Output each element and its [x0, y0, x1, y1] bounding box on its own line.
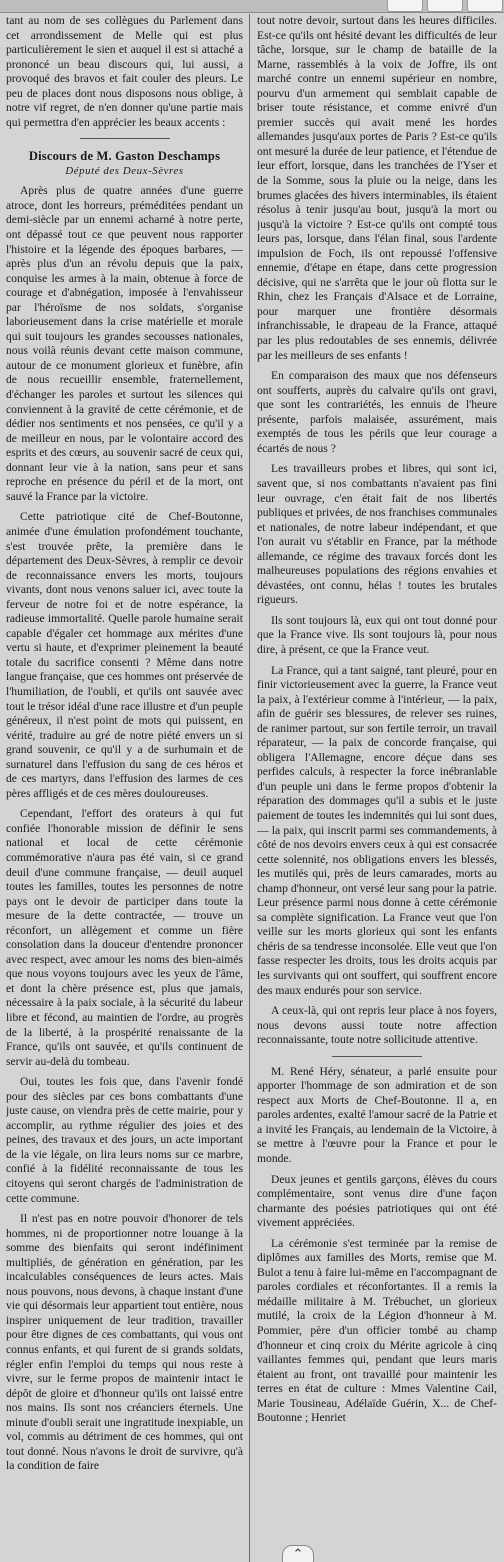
speech-paragraph: Il n'est pas en notre pouvoir d'honorer de tels hommes, ni de proportionner notre louange à la somme des bienfaits qui seront indéfiniment multipliés, de génération en génération, par les incalculables conséquences de leurs actes. Mais nous pouvons, nous devons, à chaque instant d'une vie qui désormais leur appartient tout entière, nous inspirer uniquement de leur tradition, travailler pour être dignes de ces combattants, qui vous ont connus enfants, et qui furent de si grands soldats, régler enfin l'emploi du temps qui nous reste à vivre, sur le ferme propos de maintenir intact le dépôt de gloire et d'honneur qu'ils ont laissé entre nos mains. Ils sont nos créanciers éternels. Une minute d'oubli serait une ingratitude inexpiable, un vol, commis au détriment de ces hommes, qui ont tout donné. Nous n'avons le droit de survivre, qu'à la condition de faire — [6, 1212, 243, 1473]
speech-paragraph: Après plus de quatre années d'une guerre atroce, dont les horreurs, préméditées pendant un demi-siècle par un ennemi acharné à notre perte, ont dépassé tout ce que peuvent nous rapporter l'histoire et la légende des époques barbares, — après plus d'un an révolu depuis que la paix, conquise les armes à la main, obtenue à force de courage et d'abnégation, imposée à l'envahisseur par l'héroïsme de nos soldats, s'organise laborieusement dans la crise matérielle et morale qui suit toujours les grandes secousses nationales, nous voilà réunis devant cette maison commune, autour de ce monument glorieux et funèbre, afin de nous recueillir ensemble, fraternellement, d'échanger les paroles et surtout les silences qui conviennent à la gravité de cette cérémonie, et de dédier nos sentiments et nos pensées, ce qu'il y a de meilleur en nous, par le volontaire accord des esprits et des cœurs, au souvenir sacré de ceux qui, donnant leur vie à la nation, sans peur et sans reproche en présence du péril et de la mort, ont sauvé la France par la victoire. — [6, 184, 243, 503]
speech-paragraph: Cette patriotique cité de Chef-Boutonne, animée d'une émulation profondément touchante, s'est trouvée prête, la première dans le département des Deux-Sèvres, à remplir ce devoir de reconnaissance envers les morts, toujours vivants, dont nous venons saluer ici, avec toute la ferveur de notre foi et de notre espérance, la radieuse immortalité. Quelle parole humaine serait capable d'égaler cet hommage aux mérites d'une vertu si haute, et d'exprimer pleinement la beauté totale du sacrifice consenti ? Même dans notre langue française, que ces hommes ont préservée de l'humiliation, de l'oubli, et qu'ils ont sauvée avec tout le trésor idéal d'une race illustre et d'un peuple généreux, il n'est point de mots qui puissent, en vérité, traduire au gré de notre piété envers un si grand souvenir, ce qu'il y a de surhumain et de surnaturel dans l'effusion du sang de ces héros et de ces martyrs, dans l'effusion des larmes de ces pères affligés et de ces mères douloureuses. — [6, 510, 243, 800]
toolbar-button-2[interactable] — [427, 0, 463, 12]
speech-paragraph: En comparaison des maux que nos défenseurs ont soufferts, auprès du calvaire qu'ils ont gravi, que sont les contrariétés, les ennuis de l'heure présente, parfois malaisée, assurément, mais exemptés de tous les périls que leur courage a écartés de nous ? — [257, 369, 497, 455]
report-paragraph: M. René Héry, sénateur, a parlé ensuite pour apporter l'hommage de son admiration et de son respect aux Morts de Chef-Boutonne. Il a, en paroles ardentes, exalté l'amour sacré de la Patrie et a invité les Français, au lendemain de la Victoire, à se mettre à l'œuvre pour la France et pour le monde. — [257, 1064, 497, 1166]
intro-paragraph: tant au nom de ses collègues du Parlement dans cet arrondissement de Melle qui est plus particulièrement le sien et auquel il est si attaché a prononcé un beau discours qui, lui aussi, a provoqué des bravos et fait couler des pleurs. Le peu de places dont nous disposons nous oblige, à notre vif regret, de n'en donner qu'une partie mais qui permettra d'en apprécier les beaux accents : — [6, 14, 243, 129]
section-divider — [332, 1056, 422, 1057]
speech-paragraph: Oui, toutes les fois que, dans l'avenir fondé pour des siècles par ces bons combattants d'une juste cause, on viendra près de cette mairie, pour y accomplir, au rythme régulier des joies et des peines, des travaux et des jours, un acte important de la vie légale, on lira leurs noms sur ce marbre, confié à la fidélité reconnaissante de tous les citoyens qui seront chargés de l'administration de cette commune. — [6, 1075, 243, 1205]
toolbar-button-3[interactable] — [467, 0, 503, 12]
speech-paragraph: La France, qui a tant saigné, tant pleuré, pour en finir victorieusement avec la guerre, la France veut la paix, à l'extérieur comme à l'intérieur, — la paix, afin de guérir ses blessures, de relever ses ruines, de ranimer partout, sur son fertile terroir, un travail réparateur, — la paix de concorde française, qui obligera l'Allemagne, encore déçue dans ses perfides calculs, à respecter la force inébranlable d'un peuple uni dans le ferme propos d'obtenir la réparation des dommages qu'il a subis et le juste paiement de toutes les indemnités qui lui sont dues, — la paix, qui inscrit parmi ses commandements, à côté de nos devoirs envers ceux à qui est consacrée cette solennité, nos obligations envers les blessés, les mutilés qui, près de leurs camarades, morts au champ d'honneur, ont versé leur sang pour la patrie. Leur présence parmi nous donne à cette cérémonie sa complète signification. La France veut que l'on veille sur les morts glorieux qui sont les enfants chéris de sa tendresse inconsolée. Elle veut que l'on fasse respecter les droits, tous les droits acquis par les survivants qui ont souffert, qui souffrent encore des maux endurés pour son service. — [257, 663, 497, 997]
column-rule — [249, 14, 250, 1562]
report-paragraph: La cérémonie s'est terminée par la remise de diplômes aux familles des Morts, remise que M. Bulot a tenu à faire lui-même en l'accompagnant de paroles cordiales et réconfortantes. Il a remis la médaille militaire à M. Trébuchet, un glorieux mutilé, la croix de la Légion d'honneur à M. Pommier, père d'un officier tombé au champ d'honneur et cinq croix du Mérite agricole à cinq vaillantes femmes qui, pendant que leurs maris étaient au front, ont travaillé pour maintenir les terres en état de culture : Mmes Valentine Cail, Marie Tousineau, Adélaïde Guérin, X... de Chef-Boutonne ; Henriet — [257, 1236, 497, 1425]
speech-paragraph: Les travailleurs probes et libres, qui sont ici, savent que, si nos combattants n'avaient pas fini leur ouvrage, c'en était fait de nos libertés publiques et privées, de nos franchises communales et nationales, de notre labeur indépendant, et que l'on aurait vu s'établir en France, par la méthode allemande, ce régime des travaux forcés dont les malheureuses populations des régions envahies et dévastées, ont connu, hélas ! toutes les brutales rigueurs. — [257, 462, 497, 607]
toolbar-button-1[interactable] — [387, 0, 423, 12]
section-divider — [80, 138, 170, 139]
viewer-toolbar — [0, 0, 504, 13]
speech-paragraph: Cependant, l'effort des orateurs à qui fut confiée l'honorable mission de définir le sens national et local de cette cérémonie commémorative n'aura pas été vain, si ce grand deuil d'une commune française, — deuil auquel toutes les familles, toutes les personnes de notre pays ont le devoir de participer dans toute la mesure de la dette contractée, — trouve un réconfort, un allègement et comme un fière consolation dans la douceur d'entendre prononcer avec respect, avec amour les noms des bien-aimés que nous voyons toujours avec les yeux de l'âme, et dont la chère présence est, plus que jamais, nécessaire à la paix sociale, à la sécurité du labeur libre et fécond, au maintien de l'ordre, au progrès de la liberté, à la prospérité renaissante de la France, qu'ils ont sauvée, et qu'ils continuent de servir au-delà du tombeau. — [6, 807, 243, 1068]
speech-paragraph: A ceux-là, qui ont repris leur place à nos foyers, nous devons aussi toute notre affection reconnaissante, toute notre sollicitude attentive. — [257, 1004, 497, 1047]
chevron-up-icon[interactable]: ⌃ — [282, 1545, 314, 1562]
article-subheading: Député des Deux-Sèvres — [65, 165, 184, 178]
right-column — [257, 14, 497, 1562]
report-paragraph: Deux jeunes et gentils garçons, élèves du cours complémentaire, sont venus dire d'une façon charmante des poésies patriotiques qui ont été vivement appréciées. — [257, 1172, 497, 1230]
speech-paragraph: Ils sont toujours là, eux qui ont tout donné pour que la France vive. Ils sont toujours là, pour nous dire, à présent, ce que la France veut. — [257, 613, 497, 656]
left-column — [6, 14, 243, 1562]
article-heading: Discours de M. Gaston Deschamps — [28, 149, 221, 164]
speech-paragraph: tout notre devoir, surtout dans les heures difficiles. Est-ce qu'ils ont hésité devant les difficultés de leur tâche, lorsque, sur le champ de bataille de la Marne, rassemblés à la voix de Joffre, ils ont marché contre un ennemi supérieur en nombre, pourvu d'un armement qui semblait capable de briser toute résistance, et comme enivré d'un premier succès qui avait mené les hordes allemandes jusqu'aux portes de Paris ? Est-ce qu'ils ont mesuré la durée de leur patience, et l'étendue de leur effort, lorsque, dans les tranchées de l'Yser et de la Somme, sous la pluie ou la neige, dans les brumes glacées des hivers interminables, ils étaient résolus à tenir jusqu'au bout, jusqu'à la mort ou jusqu'à la victoire ? Est-ce qu'ils ont compté tous leurs pas, lorsque, dans l'élan final, sous l'ardente impulsion de Foch, ils ont repoussé l'offensive ennemie, d'étape en étape, dans cette progression décisive, qui ne s'arrêta que le jour où flotta sur le Rhin, chez les Français d'Alsace et de Lorraine, pour marquer une frontière désormais infranchissable, le drapeau de la France, attaqué par les plus redoutables de ses ennemis, délivrée par les meilleurs de ses enfants ! — [257, 14, 497, 362]
